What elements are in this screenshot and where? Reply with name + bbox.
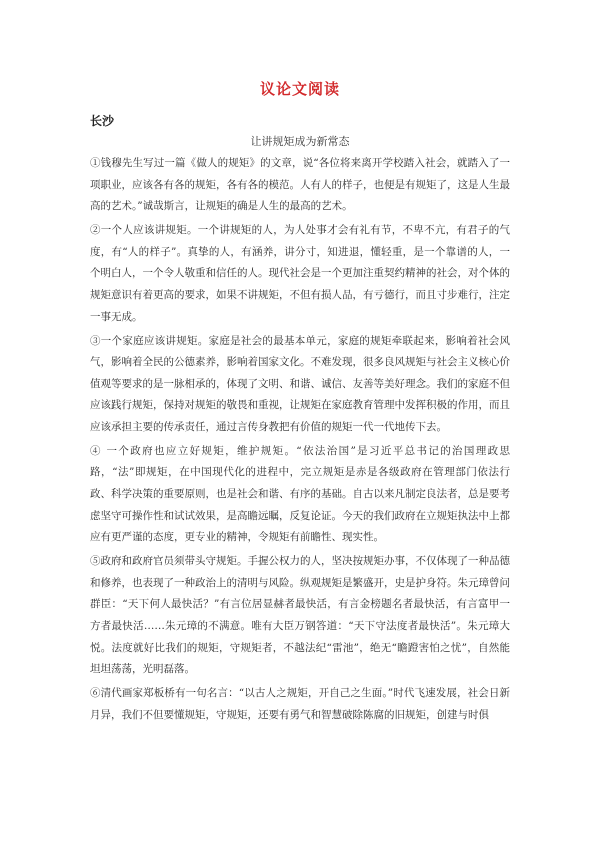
article-subtitle: 让讲规矩成为新常态 <box>250 135 350 148</box>
paragraph-4: ④ 一个政府也应立好规矩，维护规矩。“依法治国”是习近平总书记的治国理政思路，“法”即规矩，在中国现代化的进程中，完立规矩是赤是各级政府在管理部门依法行政、科学决策的重要原则，也是社会和谐、有序的基础。自古以来凡制定良法者，总是要考虑坚守可操作性和试试效果，是高瞻远瞩，反复论证。今天的我们政府在立规矩执法中上都应有更严谨的态度，更专业的精神，令规矩有前瞻性、现实性。 <box>90 444 510 544</box>
paragraph-2: ②一个人应该讲规矩。一个讲规矩的人，为人处事才会有礼有节，不卑不亢，有君子的气度，有“人的样子”。真挚的人，有涵养，讲分寸，知进退，懂轻重，是一个靠谱的人，一个明白人，一个令人敬重和信任的人。现代社会是一个更加注重契约精神的社会，对个体的规矩意识有着更高的要求，如果不讲规矩，不但有损人品，有亏德行，而且寸步难行，注定一事无成。 <box>90 224 510 323</box>
region-label: 长沙 <box>90 114 115 128</box>
document-title: 议论文阅读 <box>259 80 340 98</box>
article-body <box>90 153 510 729</box>
paragraph-3: ③一个家庭应该讲规矩。家庭是社会的最基本单元，家庭的规矩牵联起来，影响着社会风气，影响着全民的公德素养，影响着国家文化。不难发现，很多良风规矩与社会主义核心价值观等要求的是一脉相承的，体现了文明、和谐、诚信、友善等美好理念。我们的家庭不但应该践行规矩，保持对规矩的敬畏和重视，让规矩在家庭教育管理中发挥积极的作用，而且应该承担主要的传承责任，通过言传身教把有价值的规矩一代一代地传下去。 <box>90 334 510 433</box>
paragraph-1: ①钱穆先生写过一篇《做人的规矩》的文章，说“各位将来离开学校踏入社会，就踏入了一项职业，应该各有各的规矩，各有各的模范。人有人的样子，也便是有规矩了，这是人生最高的艺术。”诚哉斯言，让规矩的确是人生的最高的艺术。 <box>90 157 510 213</box>
paragraph-6: ⑥清代画家郑板桥有一句名言：“以古人之规矩，开自己之生面。”时代飞速发展，社会日新月异，我们不但要懂规矩，守规矩，还要有勇气和智慧破除陈腐的旧规矩，创建与时俱 <box>90 687 510 721</box>
paragraph-5: ⑤政府和政府官员须带头守规矩。手握公权力的人，坚决按规矩办事，不仅体现了一种品德和修养，也表现了一种政治上的清明与风险。纵观规矩是繁盛开，史是护身符。朱元璋曾问群臣：“天下何人最快活？”有言位居显赫者最快活，有言金榜题名者最快活，有言富甲一方者最快活……朱元璋的不满意。唯有大臣万钢答道：“天下守法度者最快活”。朱元璋大悦。法度就好比我们的规矩，守规矩者，不越法纪“雷池”，绝无“瞻蹬害怕之忧”，自然能坦坦荡荡，光明磊落。 <box>90 555 510 676</box>
